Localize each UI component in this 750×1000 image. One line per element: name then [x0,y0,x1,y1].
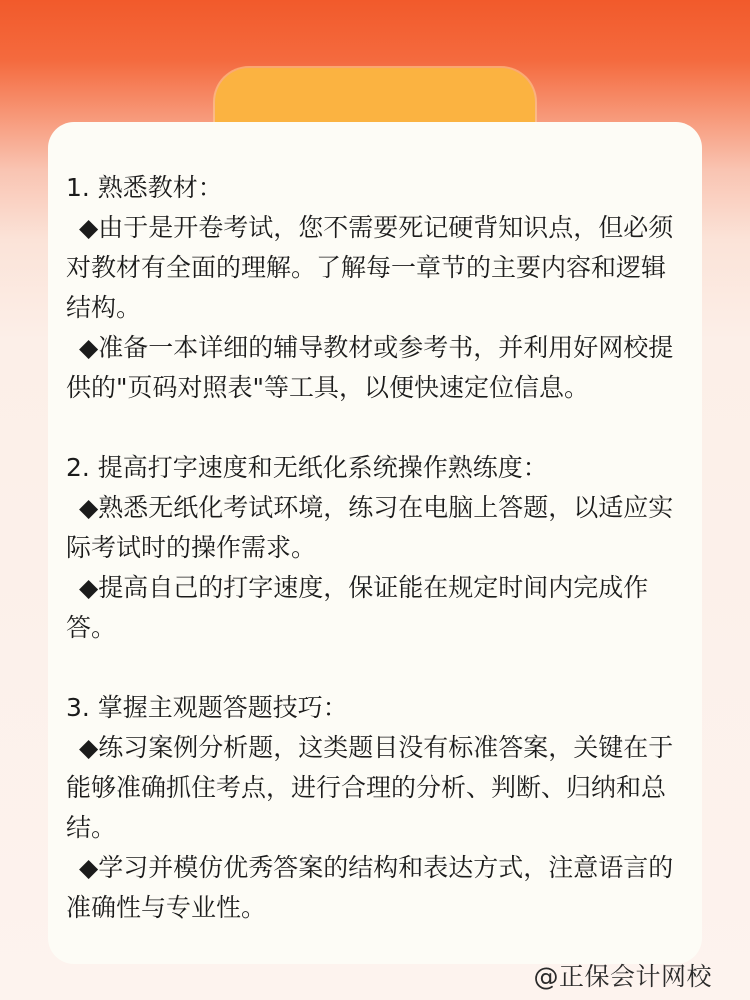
bullet-item: ◆由于是开卷考试，您不需要死记硬背知识点，但必须对教材有全面的理解。了解每一章节的主要内容和逻辑结构。 [66,213,674,322]
section-heading: 3. 掌握主观题答题技巧： [66,693,348,722]
watermark: @正保会计网校 [533,962,712,991]
bullet-item: ◆准备一本详细的辅导教材或参考书，并利用好网校提供的"页码对照表"等工具，以便快速定位信息。 [66,333,674,402]
section-subjective-questions [66,688,690,928]
section-typing-speed [66,448,690,648]
section-heading: 1. 熟悉教材： [66,173,223,202]
bullet-item: ◆练习案例分析题，这类题目没有标准答案，关键在于能够准确抓住考点，进行合理的分析、判断、归纳和总结。 [66,733,674,842]
bullet-item: ◆学习并模仿优秀答案的结构和表达方式，注意语言的准确性与专业性。 [66,853,674,922]
article-body [66,168,690,928]
bullet-item: ◆提高自己的打字速度，保证能在规定时间内完成作答。 [66,573,649,642]
section-familiarize-textbook [66,168,690,408]
section-heading: 2. 提高打字速度和无纸化系统操作熟练度： [66,453,548,482]
bullet-item: ◆熟悉无纸化考试环境，练习在电脑上答题，以适应实际考试时的操作需求。 [66,493,674,562]
